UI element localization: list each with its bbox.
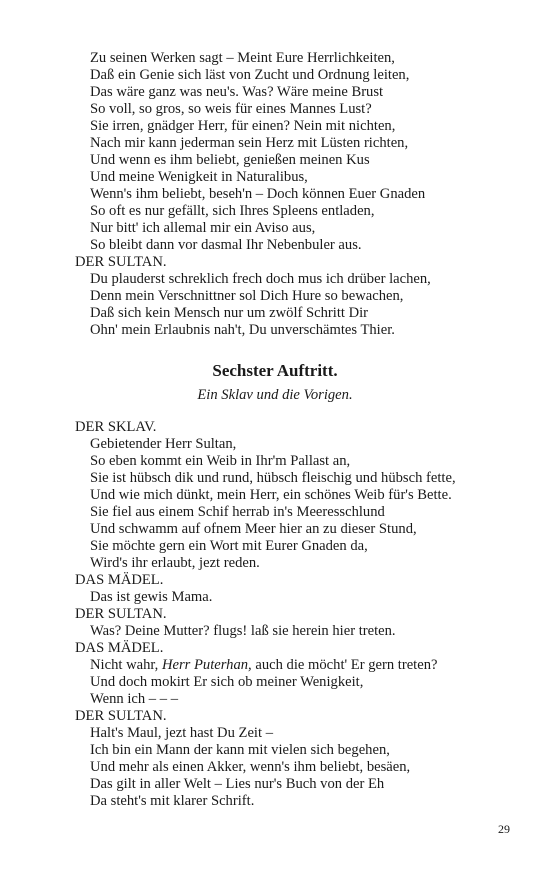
verse-line	[0, 657, 550, 674]
verse-text: Nicht wahr,	[90, 657, 162, 673]
verse-line: Nach mir kann jederman sein Herz mit Lüsten richten,	[90, 135, 409, 151]
speaker-name: DAS MÄDEL.	[75, 640, 164, 656]
speaker-name: DER SULTAN.	[75, 606, 167, 622]
verse-line: Da steht's mit klarer Schrift.	[90, 793, 255, 809]
verse-line: So voll, so gros, so weis für eines Mannes Lust?	[90, 101, 372, 117]
verse-line: Was? Deine Mutter? flugs! laß sie herein hier treten.	[90, 623, 396, 639]
verse-line: Sie fiel aus einem Schif herrab in's Meeresschlund	[90, 504, 385, 520]
verse-line: Wenn's ihm beliebt, beseh'n – Doch können Euer Gnaden	[90, 186, 426, 202]
speaker-name: DER SULTAN.	[75, 254, 167, 270]
scene-subheading: Ein Sklav und die Vorigen.	[197, 387, 353, 403]
page-number: 29	[498, 822, 510, 836]
verse-line: Daß ein Genie sich läst von Zucht und Ordnung leiten,	[90, 67, 410, 83]
verse-line: Ohn' mein Erlaubnis nah't, Du unverschämtes Thier.	[90, 322, 395, 338]
verse-line: Nur bitt' ich allemal mir ein Aviso aus,	[90, 220, 316, 236]
verse-italic-text: Herr Puterhan,	[161, 657, 252, 673]
verse-line: Und schwamm auf ofnem Meer hier an zu dieser Stund,	[90, 521, 417, 537]
verse-line: So eben kommt ein Weib in Ihr'm Pallast an,	[90, 453, 351, 469]
verse-line: So oft es nur gefällt, sich Ihres Spleens entladen,	[90, 203, 375, 219]
verse-line: Wenn ich – – –	[90, 691, 178, 707]
verse-line: So bleibt dann vor dasmal Ihr Nebenbuler aus.	[90, 237, 362, 253]
verse-line: Und wie mich dünkt, mein Herr, ein schönes Weib für's Bette.	[90, 487, 452, 503]
verse-line: Gebietender Herr Sultan,	[90, 436, 237, 452]
verse-line: Sie ist hübsch dik und rund, hübsch fleischig und hübsch fette,	[90, 470, 456, 486]
verse-line: Sie irren, gnädger Herr, für einen? Nein mit nichten,	[90, 118, 396, 134]
scene-heading: Sechster Auftritt.	[212, 361, 338, 380]
verse-block-top	[0, 50, 550, 339]
verse-line: Und doch mokirt Er sich ob meiner Wenigkeit,	[90, 674, 364, 690]
verse-line: Zu seinen Werken sagt – Meint Eure Herrlichkeiten,	[90, 50, 395, 66]
verse-line: Ich bin ein Mann der kann mit vielen sich begehen,	[90, 742, 390, 758]
verse-line: Halt's Maul, jezt hast Du Zeit –	[90, 725, 273, 741]
verse-line: Wird's ihr erlaubt, jezt reden.	[90, 555, 260, 571]
verse-line: Das gilt in aller Welt – Lies nur's Buch von der Eh	[90, 776, 385, 792]
speaker-name: DER SULTAN.	[75, 708, 167, 724]
verse-line: Das wäre ganz was neu's. Was? Wäre meine Brust	[90, 84, 384, 100]
verse-line: Denn mein Verschnittner sol Dich Hure so bewachen,	[90, 288, 404, 304]
verse-block-bottom	[0, 419, 550, 810]
verse-line: Das ist gewis Mama.	[90, 589, 213, 605]
speaker-name: DER SKLAV.	[75, 419, 157, 435]
verse-line: Du plauderst schreklich frech doch mus ich drüber lachen,	[90, 271, 431, 287]
verse-line: Und meine Wenigkeit in Naturalibus,	[90, 169, 308, 185]
speaker-name: DAS MÄDEL.	[75, 572, 164, 588]
verse-line: Sie möchte gern ein Wort mit Eurer Gnaden da,	[90, 538, 368, 554]
verse-line: Und mehr als einen Akker, wenn's ihm beliebt, besäen,	[90, 759, 411, 775]
verse-line: Daß sich kein Mensch nur um zwölf Schritt Dir	[90, 305, 369, 321]
verse-line: Und wenn es ihm beliebt, genießen meinen Kus	[90, 152, 370, 168]
verse-text: auch die möcht' Er gern treten?	[251, 657, 438, 673]
